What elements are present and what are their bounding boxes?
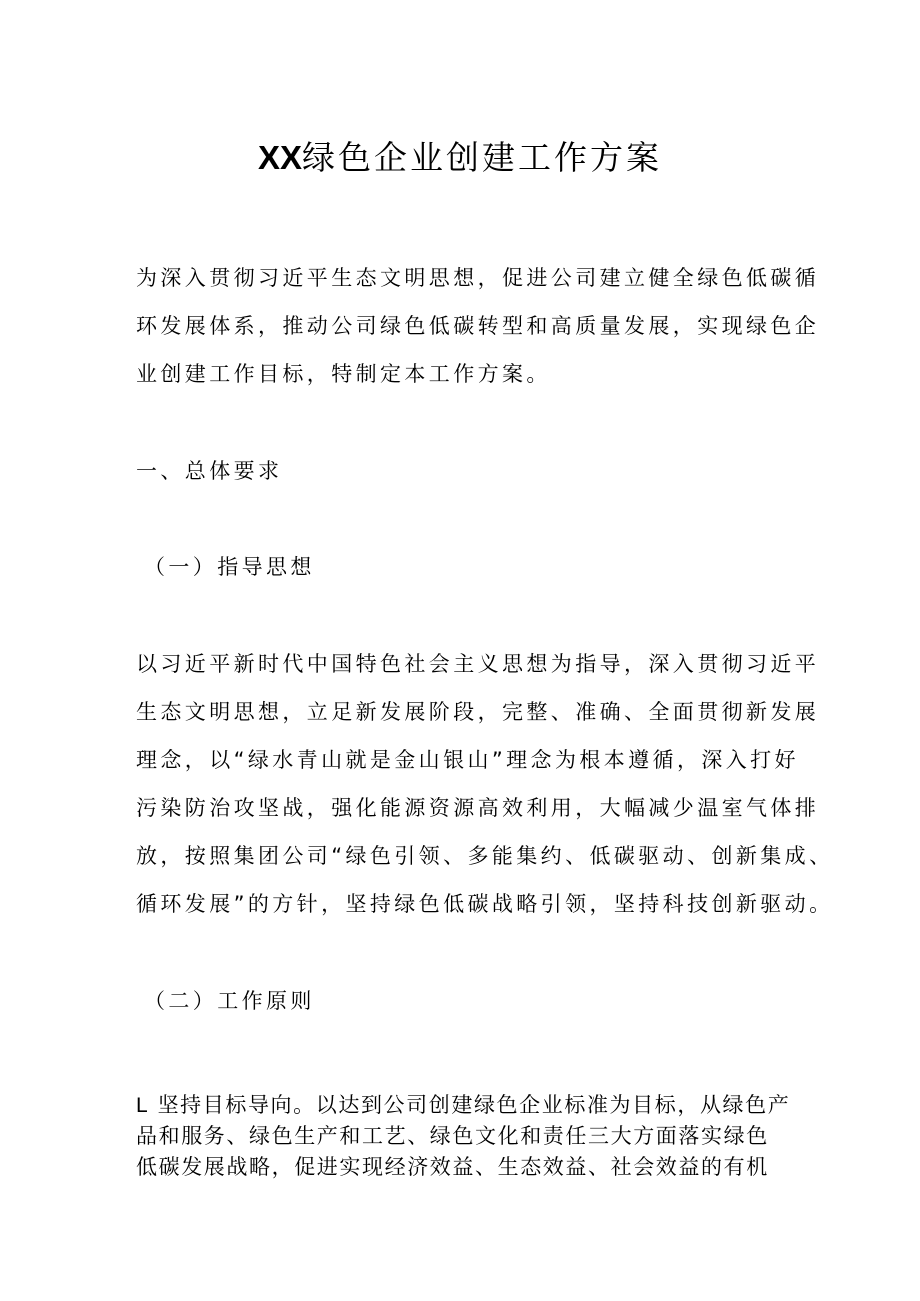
subsection-heading-working-principles: （二）工作原则 — [144, 989, 315, 1013]
document-title — [0, 134, 920, 182]
guiding-thought-paragraph — [136, 640, 834, 928]
section-heading-general-requirements: 一、总体要求 — [136, 459, 283, 483]
list-marker: L — [136, 1094, 150, 1117]
title-prefix: XX — [257, 139, 303, 176]
principle-line: 低碳发展战略，促进实现经济效益、生态效益、社会效益的有机 — [136, 1155, 769, 1179]
principle-line: 品和服务、绿色生产和工艺、绿色文化和责任三大方面落实绿色 — [136, 1124, 769, 1148]
working-principles-paragraph — [136, 1090, 796, 1183]
intro-line: 环发展体系，推动公司绿色低碳转型和高质量发展，实现绿色企 — [136, 314, 820, 338]
intro-line: 为深入贯彻习近平生态文明思想，促进公司建立健全绿色低碳循 — [136, 266, 820, 290]
guiding-line: 生态文明思想，立足新发展阶段，完整、准确、全面贯彻新发展 — [136, 700, 820, 724]
guiding-line: 放，按照集团公司“绿色引领、多能集约、低碳驱动、创新集成、 — [136, 844, 834, 868]
guiding-line: 污染防治攻坚战，强化能源资源高效利用，大幅减少温室气体排 — [136, 796, 820, 820]
principle-line — [136, 1090, 796, 1121]
guiding-line: 循环发展”的方针，坚持绿色低碳战略引领，坚持科技创新驱动。 — [136, 892, 834, 916]
guiding-line: 以习近平新时代中国特色社会主义思想为指导，深入贯彻习近平 — [136, 652, 820, 676]
intro-paragraph — [136, 254, 820, 398]
subsection-heading-guiding-thought: （一）指导思想 — [144, 555, 315, 579]
principle-line-text: 坚持目标导向。以达到公司创建绿色企业标准为目标，从绿色产 — [157, 1093, 791, 1117]
guiding-line: 理念，以“绿水青山就是金山银山”理念为根本遵循，深入打好 — [136, 748, 799, 772]
intro-line: 业创建工作目标，特制定本工作方案。 — [136, 362, 551, 386]
title-text: 绿色企业创建工作方案 — [302, 138, 663, 177]
